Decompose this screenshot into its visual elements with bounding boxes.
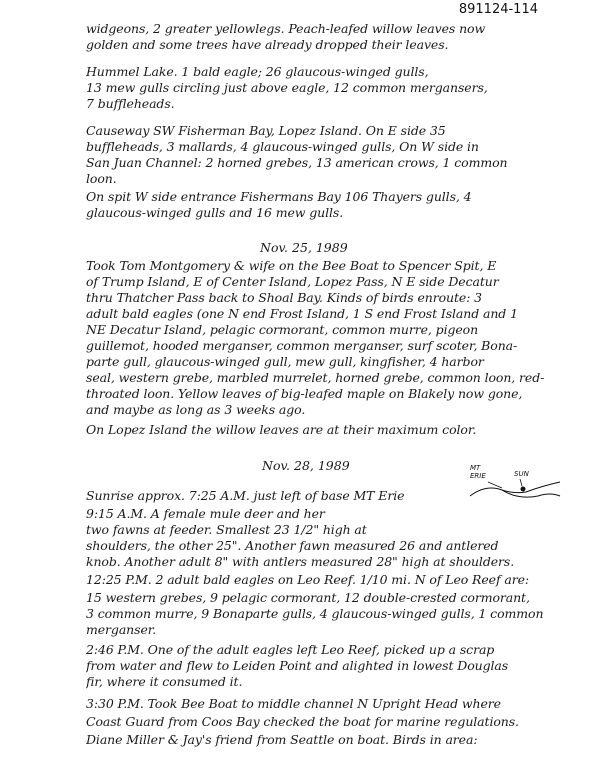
text-line: 3 common murre, 9 Bonaparte gulls, 4 glaucous-winged gulls, 1 common bbox=[86, 606, 544, 621]
text-line: parte gull, glaucous-winged gull, mew gull, kingfisher, 4 harbor bbox=[86, 354, 484, 369]
text-line: throated loon. Yellow leaves of big-leafed maple on Blakely now gone, bbox=[86, 386, 523, 401]
text-line: golden and some trees have already dropped their leaves. bbox=[86, 37, 449, 52]
text-line: guillemot, hooded merganser, common merganser, surf scoter, Bona- bbox=[86, 338, 518, 353]
text-line: merganser. bbox=[86, 622, 157, 637]
page-id: 891124-114 bbox=[458, 2, 538, 17]
text-line: 15 western grebes, 9 pelagic cormorant, 12 double-crested cormorant, bbox=[86, 590, 530, 605]
text-line: Diane Miller & Jay's friend from Seattle on boat. Birds in area: bbox=[86, 732, 478, 747]
text-line: 2:46 P.M. One of the adult eagles left Leo Reef, picked up a scrap bbox=[86, 642, 495, 657]
text-line: fir, where it consumed it. bbox=[86, 674, 243, 689]
text-line: 3:30 P.M. Took Bee Boat to middle channel N Upright Head where bbox=[86, 696, 501, 711]
text-line: from water and flew to Leiden Point and alighted in lowest Douglas bbox=[86, 658, 509, 673]
text-line: buffleheads, 3 mallards, 4 glaucous-winged gulls, On W side in bbox=[86, 139, 479, 154]
text-line: On Lopez Island the willow leaves are at their maximum color. bbox=[86, 422, 477, 437]
text-line: knob. Another adult 8" with antlers measured 28" high at shoulders. bbox=[86, 554, 515, 569]
text-line: shoulders, the other 25". Another fawn measured 26 and antlered bbox=[86, 538, 499, 553]
text-line: 9:15 A.M. A female mule deer and her bbox=[86, 506, 325, 521]
text-line: thru Thatcher Pass back to Shoal Bay. Kinds of birds enroute: 3 bbox=[86, 290, 483, 305]
sketch-label: ERIE bbox=[470, 472, 486, 480]
text-line: seal, western grebe, marbled murrelet, horned grebe, common loon, red- bbox=[86, 370, 545, 385]
text-line: two fawns at feeder. Smallest 23 1/2" high at bbox=[86, 522, 367, 537]
text-line: San Juan Channel: 2 horned grebes, 13 american crows, 1 common bbox=[86, 155, 508, 170]
text-line: NE Decatur Island, pelagic cormorant, common murre, pigeon bbox=[86, 322, 479, 337]
text-line: Sunrise approx. 7:25 A.M. just left of base MT Erie bbox=[86, 488, 405, 503]
text-line: Causeway SW Fisherman Bay, Lopez Island. On E side 35 bbox=[86, 123, 446, 138]
entry-date: Nov. 28, 1989 bbox=[262, 458, 350, 473]
text-line: loon. bbox=[86, 171, 117, 186]
entry-date: Nov. 25, 1989 bbox=[260, 240, 348, 255]
text-line: Coast Guard from Coos Bay checked the boat for marine regulations. bbox=[86, 714, 519, 729]
text-line: of Trump Island, E of Center Island, Lopez Pass, N E side Decatur bbox=[86, 274, 499, 289]
sketch-label: SUN bbox=[514, 470, 529, 478]
text-line: and maybe as long as 3 weeks ago. bbox=[86, 402, 306, 417]
text-line: 7 buffleheads. bbox=[86, 96, 175, 111]
text-line: Took Tom Montgomery & wife on the Bee Boat to Spencer Spit, E bbox=[86, 258, 497, 273]
text-line: 13 mew gulls circling just above eagle, 12 common mergansers, bbox=[86, 80, 488, 95]
text-line: widgeons, 2 greater yellowlegs. Peach-leafed willow leaves now bbox=[86, 21, 486, 36]
text-line: On spit W side entrance Fishermans Bay 106 Thayers gulls, 4 bbox=[86, 189, 472, 204]
sketch-label: MT bbox=[470, 464, 481, 472]
text-line: glaucous-winged gulls and 16 mew gulls. bbox=[86, 205, 344, 220]
text-line: 12:25 P.M. 2 adult bald eagles on Leo Reef. 1/10 mi. N of Leo Reef are: bbox=[86, 572, 529, 587]
text-line: Hummel Lake. 1 bald eagle; 26 glaucous-winged gulls, bbox=[86, 64, 429, 79]
text-line: adult bald eagles (one N end Frost Island, 1 S end Frost Island and 1 bbox=[86, 306, 518, 321]
